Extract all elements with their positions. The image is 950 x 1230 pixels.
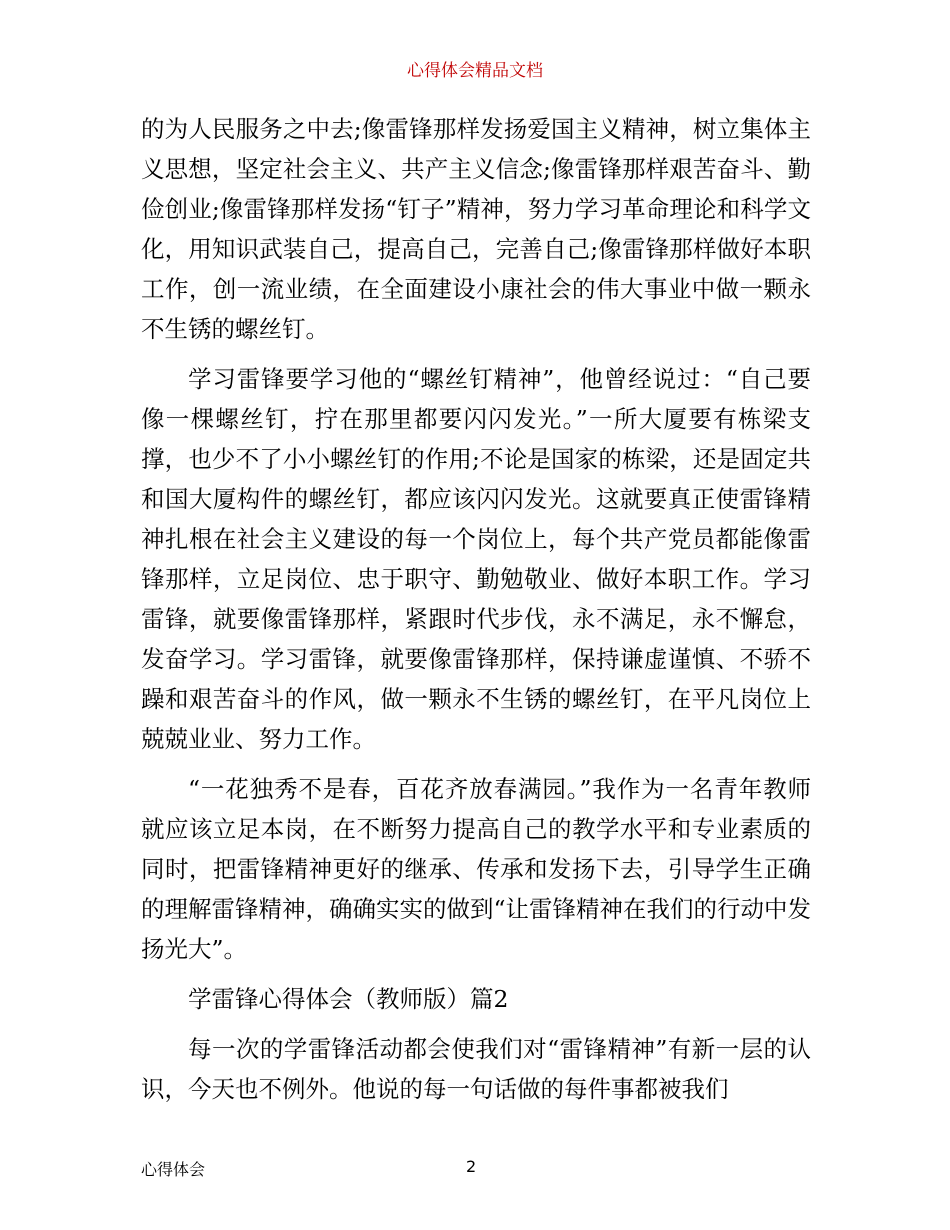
section-heading: 学雷锋心得体会（教师版）篇2 bbox=[188, 985, 509, 1013]
paragraph-continuation: 的为人民服务之中去;像雷锋那样发扬爱国主义精神，树立集体主义思想，坚定社会主义、共产主义信念;像雷锋那样艰苦奋斗、勤俭创业;像雷锋那样发扬“钉子”精神，努力学习革命理论和科学文化，用知识武装自己，提高自己，完善自己;像雷锋那样做好本职工作，创一流业绩，在全面建设小康社会的伟大事业中做一颗永不生锈的螺丝钉。 bbox=[141, 115, 811, 343]
footer-label: 心得体会 bbox=[141, 1160, 206, 1179]
paragraph-activity: 每一次的学雷锋活动都会使我们对“雷锋精神”有新一层的认识，今天也不例外。他说的每一句话做的每件事都被我们 bbox=[141, 1035, 811, 1103]
page-header-title: 心得体会精品文档 bbox=[407, 61, 543, 81]
document-body bbox=[141, 109, 811, 1109]
page-number: 2 bbox=[466, 1157, 477, 1176]
paragraph-screw-spirit: 学习雷锋要学习他的“螺丝钉精神”，他曾经说过：“自己要像一棵螺丝钉，拧在那里都要闪闪发光。”一所大厦要有栋梁支撑，也少不了小小螺丝钉的作用;不论是国家的栋梁，还是固定共和国大厦构件的螺丝钉，都应该闪闪发光。这就要真正使雷锋精神扎根在社会主义建设的每一个岗位上，每个共产党员都能像雷锋那样，立足岗位、忠于职守、勤勉敬业、做好本职工作。学习雷锋，就要像雷锋那样，紧跟时代步伐，永不满足，永不懈怠，发奋学习。学习雷锋，就要像雷锋那样，保持谦虚谨慎、不骄不躁和艰苦奋斗的作风，做一颗永不生锈的螺丝钉，在平凡岗位上兢兢业业、努力工作。 bbox=[141, 365, 811, 753]
paragraph-young-teacher: “一花独秀不是春，百花齐放春满园。”我作为一名青年教师就应该立足本岗，在不断努力提高自己的教学水平和专业素质的同时，把雷锋精神更好的继承、传承和发扬下去，引导学生正确的理解雷锋精神，确确实实的做到“让雷锋精神在我们的行动中发扬光大”。 bbox=[141, 775, 812, 963]
